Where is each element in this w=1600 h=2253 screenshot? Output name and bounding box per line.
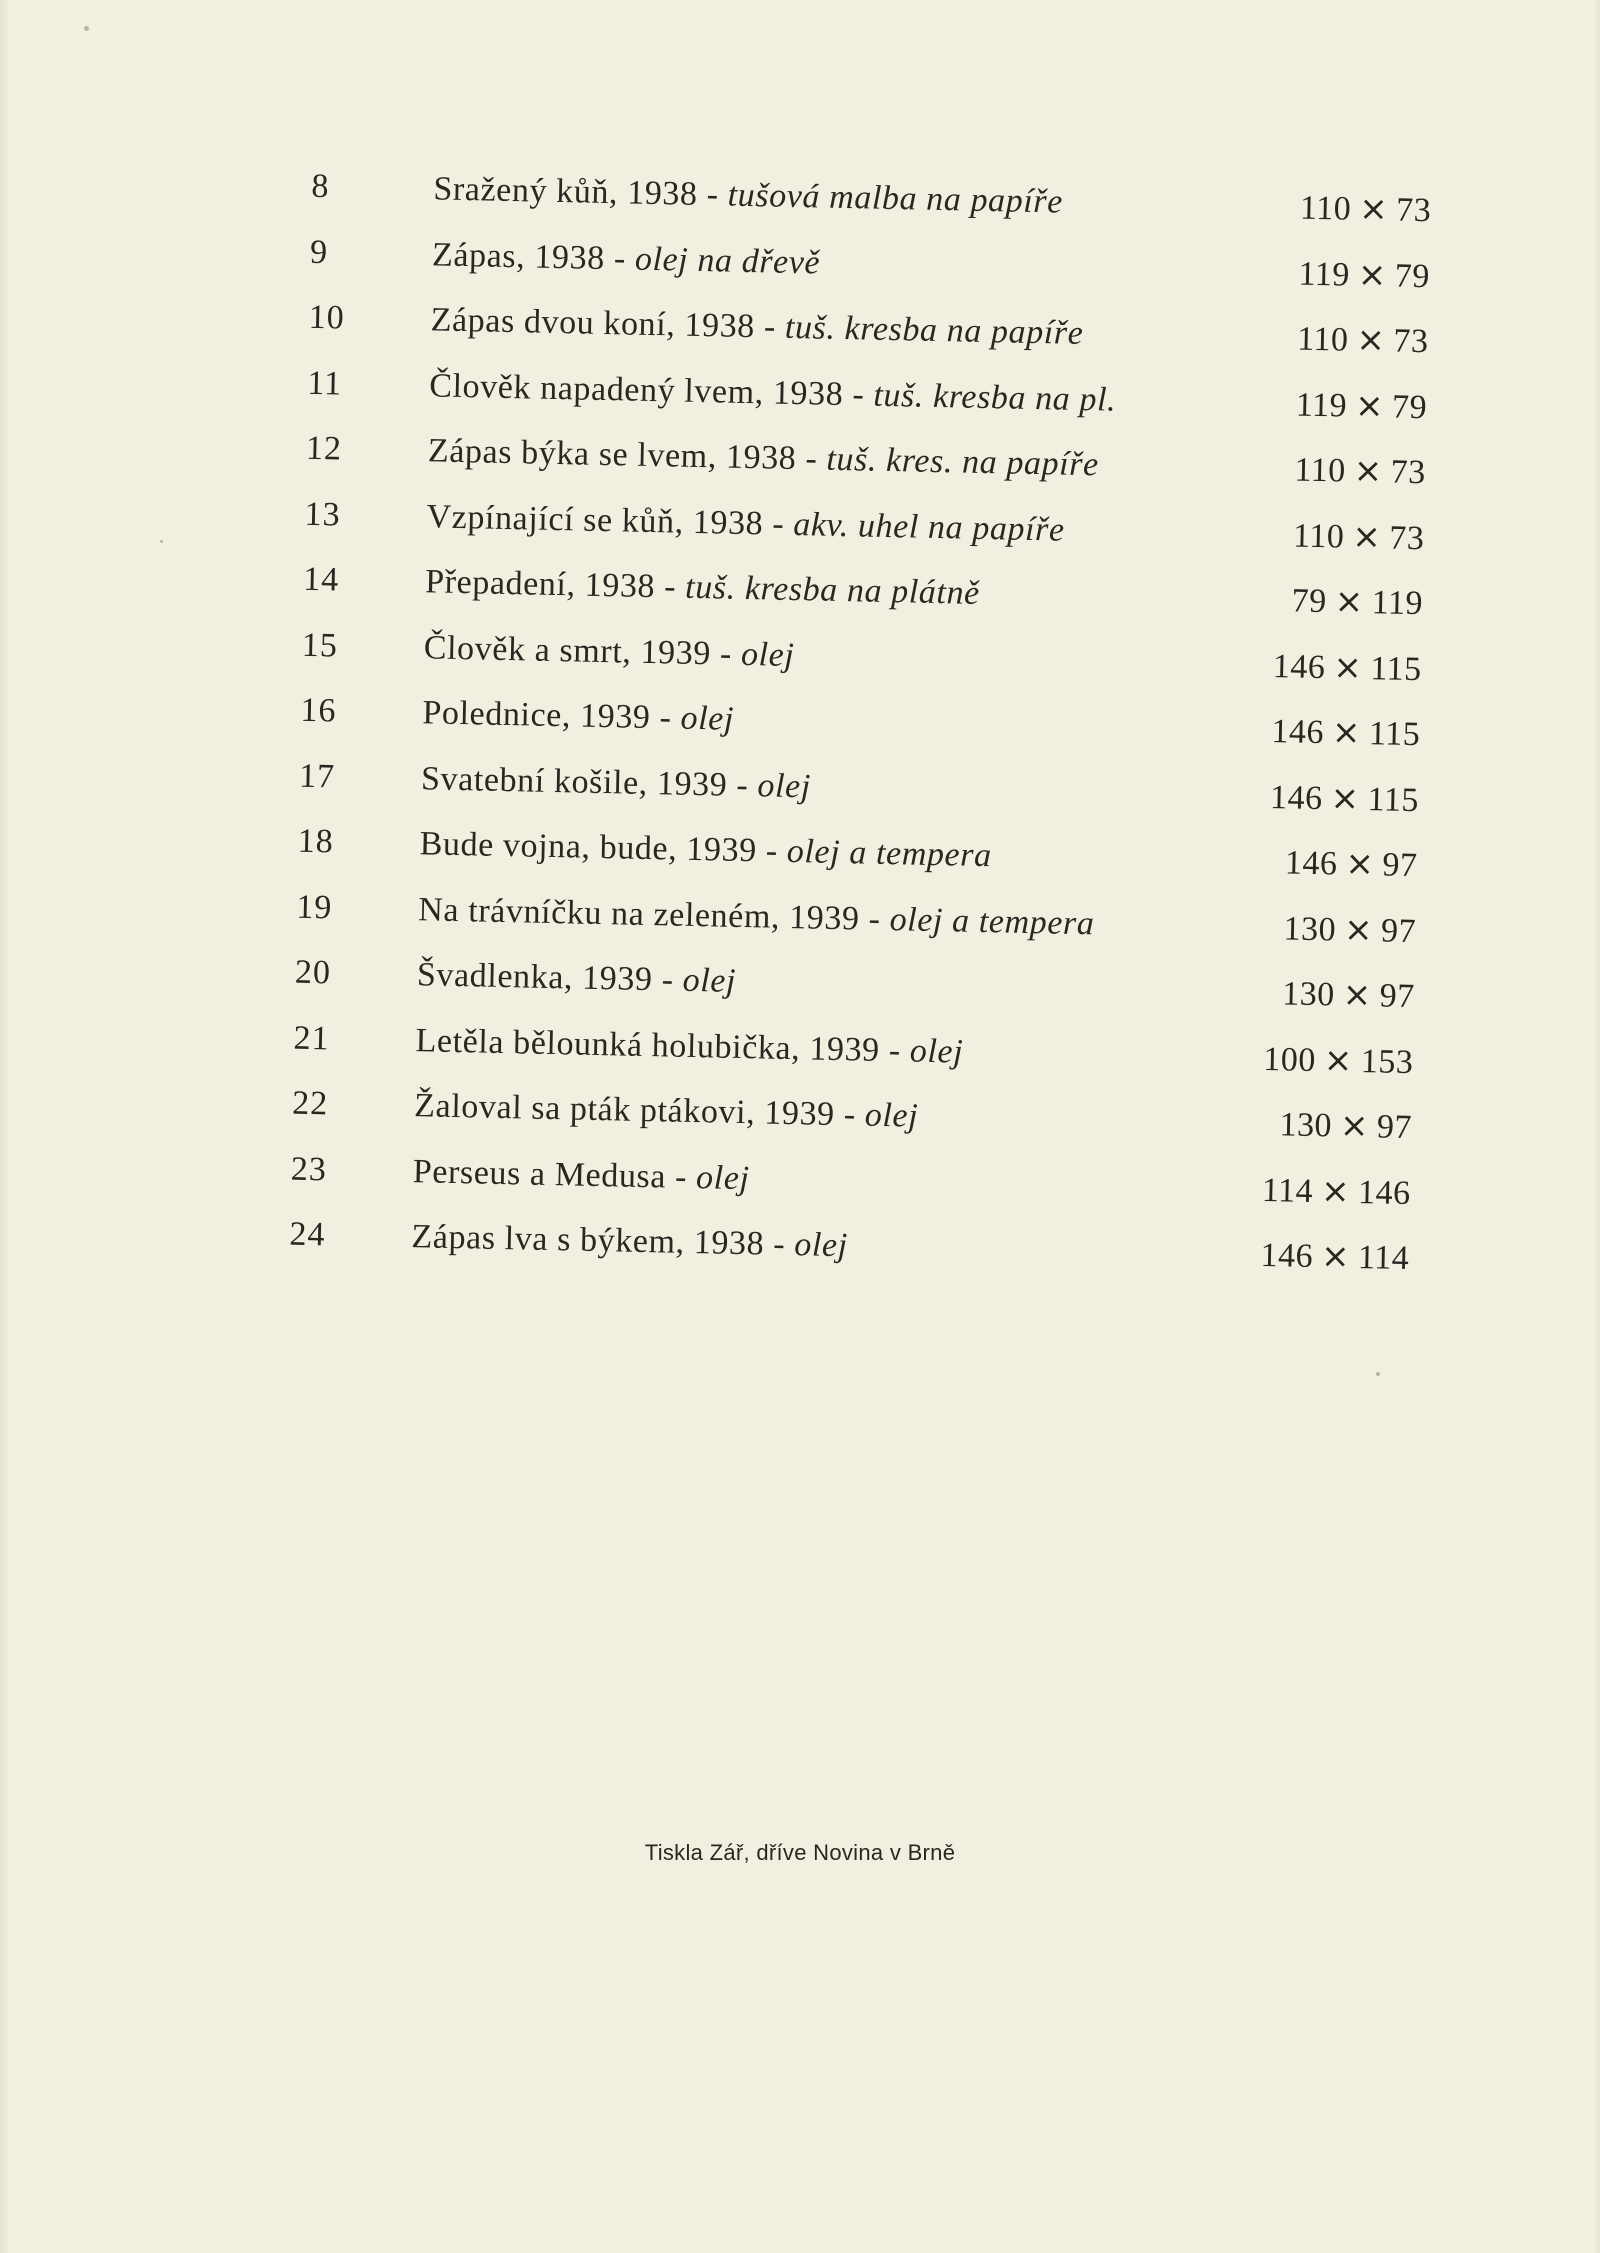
dimension-times-sign: × — [1354, 385, 1385, 426]
dimension-width: 146 — [1271, 713, 1325, 752]
title-separator: - — [650, 699, 682, 737]
entry-title — [427, 421, 1099, 495]
artwork-medium: tuš. kresba na plátně — [684, 568, 981, 612]
dimension-width: 110 — [1294, 451, 1347, 490]
title-separator: - — [654, 568, 686, 606]
dimension-width: 146 — [1269, 778, 1324, 817]
dimension-height: 115 — [1368, 715, 1421, 754]
title-separator: - — [762, 504, 794, 543]
entry-title — [419, 814, 992, 886]
dimension-width: 110 — [1292, 516, 1345, 556]
title-separator: - — [652, 961, 684, 999]
artwork-dimensions — [1260, 1225, 1410, 1289]
dimension-times-sign: × — [1331, 712, 1362, 753]
artwork-dimensions — [1298, 243, 1430, 307]
artwork-title: Žaloval sa pták ptákovi, 1939 — [413, 1087, 836, 1133]
entry-number: 8 — [311, 167, 330, 206]
title-separator: - — [665, 1157, 697, 1196]
entry-number: 17 — [298, 757, 336, 795]
entry-number: 16 — [300, 691, 337, 730]
title-separator: - — [756, 832, 788, 870]
dimension-width: 130 — [1279, 1106, 1333, 1145]
entry-number: 15 — [301, 626, 339, 664]
title-separator: - — [879, 1031, 911, 1070]
artwork-medium: olej — [695, 1158, 750, 1197]
artwork-medium: olej — [793, 1226, 849, 1265]
dimension-times-sign: × — [1320, 1236, 1351, 1277]
dimension-times-sign: × — [1342, 974, 1373, 1016]
artwork-title: Člověk napadený lvem, 1938 — [428, 366, 844, 413]
dimension-width: 110 — [1296, 320, 1349, 359]
title-separator: - — [697, 175, 729, 214]
artwork-medium: olej — [909, 1032, 964, 1071]
title-separator: - — [834, 1095, 866, 1134]
dimension-width: 119 — [1298, 255, 1351, 294]
artwork-title: Člověk a smrt, 1939 — [423, 628, 712, 672]
entry-number: 23 — [290, 1150, 328, 1188]
artwork-medium: tuš. kres. na papíře — [826, 440, 1100, 484]
artwork-dimensions — [1263, 1028, 1414, 1092]
artwork-medium: olej na dřevě — [634, 240, 821, 281]
title-separator: - — [842, 375, 874, 414]
artwork-medium: tušová malba na papíře — [727, 176, 1064, 221]
entry-title — [433, 159, 1064, 232]
title-separator: - — [859, 899, 891, 938]
artwork-dimensions — [1283, 898, 1417, 962]
printer-imprint: Tiskla Zář, dříve Novina v Brně — [644, 1840, 956, 1865]
artwork-medium: olej — [864, 1096, 919, 1135]
entry-number: 24 — [289, 1215, 326, 1254]
artwork-dimensions — [1261, 1159, 1411, 1223]
dimension-times-sign: × — [1351, 516, 1382, 557]
artwork-dimensions — [1297, 308, 1429, 372]
artwork-title: Švadlenka, 1939 — [416, 956, 653, 999]
artwork-medium: akv. uhel na papíře — [792, 505, 1066, 549]
entry-number: 19 — [296, 888, 333, 926]
dimension-times-sign: × — [1320, 1170, 1351, 1212]
artwork-title: Sražený kůň, 1938 — [433, 170, 699, 213]
paper-speck — [160, 540, 163, 543]
artwork-medium: olej — [740, 635, 795, 674]
entry-title — [418, 880, 1095, 954]
entry-title — [423, 618, 795, 686]
entry-number: 18 — [297, 822, 335, 861]
dimension-width: 119 — [1295, 385, 1348, 425]
artwork-title: Bude vojna, bude, 1939 — [419, 825, 758, 870]
artwork-medium: olej — [757, 766, 812, 805]
artwork-dimensions — [1299, 178, 1431, 242]
artwork-title: Přepadení, 1938 — [424, 563, 656, 606]
entry-title — [420, 749, 811, 817]
artwork-title: Letěla bělounká holubička, 1939 — [415, 1021, 881, 1069]
dimension-height: 73 — [1395, 191, 1432, 230]
dimension-times-sign: × — [1353, 450, 1384, 492]
artwork-medium: tuš. kresba na papíře — [784, 308, 1084, 353]
artwork-dimensions — [1292, 505, 1424, 569]
dimension-times-sign: × — [1357, 254, 1388, 295]
dimension-width: 100 — [1263, 1040, 1317, 1079]
dimension-width: 110 — [1299, 189, 1352, 228]
dimension-times-sign: × — [1356, 319, 1386, 361]
artwork-medium: olej a tempera — [889, 900, 1095, 942]
dimension-height: 115 — [1367, 780, 1420, 819]
dimension-height: 79 — [1394, 257, 1431, 295]
artwork-medium: olej a tempera — [786, 832, 993, 875]
entry-number: 13 — [304, 495, 342, 533]
dimension-height: 73 — [1390, 453, 1427, 492]
dimension-times-sign: × — [1332, 646, 1363, 688]
title-separator: - — [763, 1225, 795, 1264]
title-separator: - — [604, 239, 636, 278]
artwork-dimensions — [1272, 636, 1422, 700]
entry-number: 11 — [306, 364, 343, 402]
dimension-times-sign: × — [1343, 909, 1374, 950]
artwork-dimensions — [1282, 963, 1416, 1027]
artwork-dimensions — [1270, 767, 1420, 831]
artwork-title: Zápas lva s býkem, 1938 — [411, 1218, 765, 1263]
entry-number: 20 — [294, 953, 332, 992]
artwork-title: Na trávníčku na zeleném, 1939 — [417, 890, 860, 937]
artwork-dimensions — [1291, 570, 1423, 634]
entry-title — [415, 1011, 964, 1082]
title-separator: - — [710, 634, 742, 673]
artwork-dimensions — [1295, 374, 1427, 438]
dimension-times-sign: × — [1323, 1039, 1354, 1081]
entry-number: 14 — [302, 560, 340, 599]
entry-title — [430, 290, 1084, 364]
entry-number: 10 — [308, 298, 346, 337]
artwork-title: Svatební košile, 1939 — [420, 759, 728, 804]
entry-title — [429, 356, 1117, 430]
artwork-title: Vzpínající se kůň, 1938 — [426, 497, 764, 542]
paper-speck — [1376, 1372, 1380, 1376]
artwork-medium: olej — [682, 961, 737, 1000]
dimension-width: 130 — [1283, 909, 1337, 948]
entry-title — [426, 487, 1065, 560]
entry-number: 9 — [309, 233, 329, 271]
entry-title — [431, 225, 820, 293]
entry-title — [416, 945, 736, 1012]
dimension-height: 97 — [1382, 846, 1418, 885]
dimension-height: 73 — [1393, 322, 1429, 361]
artwork-title: Zápas dvou koní, 1938 — [430, 301, 756, 346]
artwork-medium: tuš. kresba na pl. — [873, 376, 1117, 419]
dimension-width: 146 — [1284, 844, 1338, 883]
title-separator: - — [754, 308, 786, 346]
dimension-height: 153 — [1360, 1042, 1414, 1081]
dimension-times-sign: × — [1334, 581, 1365, 622]
entry-title — [414, 1076, 919, 1147]
dimension-width: 146 — [1260, 1236, 1314, 1276]
artwork-dimensions — [1279, 1094, 1413, 1158]
entry-number: 22 — [291, 1084, 329, 1123]
artwork-dimensions — [1294, 439, 1426, 503]
dimension-height: 114 — [1357, 1238, 1410, 1278]
artwork-dimensions — [1284, 832, 1418, 896]
dimension-height: 119 — [1371, 584, 1424, 623]
dimension-height: 73 — [1388, 518, 1425, 557]
dimension-height: 97 — [1380, 911, 1417, 950]
entry-title — [425, 552, 981, 624]
artwork-title: Zápas, 1938 — [431, 235, 606, 277]
entry-number: 21 — [293, 1019, 331, 1057]
dimension-width: 146 — [1272, 647, 1326, 686]
dimension-width: 130 — [1281, 975, 1336, 1014]
dimension-times-sign: × — [1358, 188, 1389, 230]
dimension-height: 97 — [1379, 977, 1416, 1016]
dimension-height: 115 — [1369, 649, 1422, 688]
dimension-height: 146 — [1357, 1173, 1412, 1212]
artwork-title: Polednice, 1939 — [422, 694, 651, 737]
artwork-medium: olej — [680, 699, 735, 738]
dimension-height: 97 — [1376, 1108, 1413, 1147]
dimension-height: 79 — [1391, 387, 1428, 426]
artwork-title: Zápas býka se lvem, 1938 — [427, 432, 797, 478]
dimension-times-sign: × — [1339, 1105, 1370, 1147]
dimension-times-sign: × — [1345, 843, 1375, 885]
artwork-title: Perseus a Medusa — [412, 1152, 667, 1195]
dimension-times-sign: × — [1330, 777, 1361, 819]
entry-title — [411, 1207, 848, 1276]
title-separator: - — [726, 766, 758, 804]
dimension-width: 79 — [1291, 582, 1328, 621]
paper-speck — [84, 26, 89, 31]
entry-title — [422, 683, 735, 750]
dimension-width: 114 — [1261, 1171, 1314, 1210]
artwork-dimensions — [1271, 701, 1421, 765]
title-separator: - — [795, 440, 827, 478]
entry-number: 12 — [305, 429, 343, 468]
entry-title — [412, 1142, 750, 1209]
